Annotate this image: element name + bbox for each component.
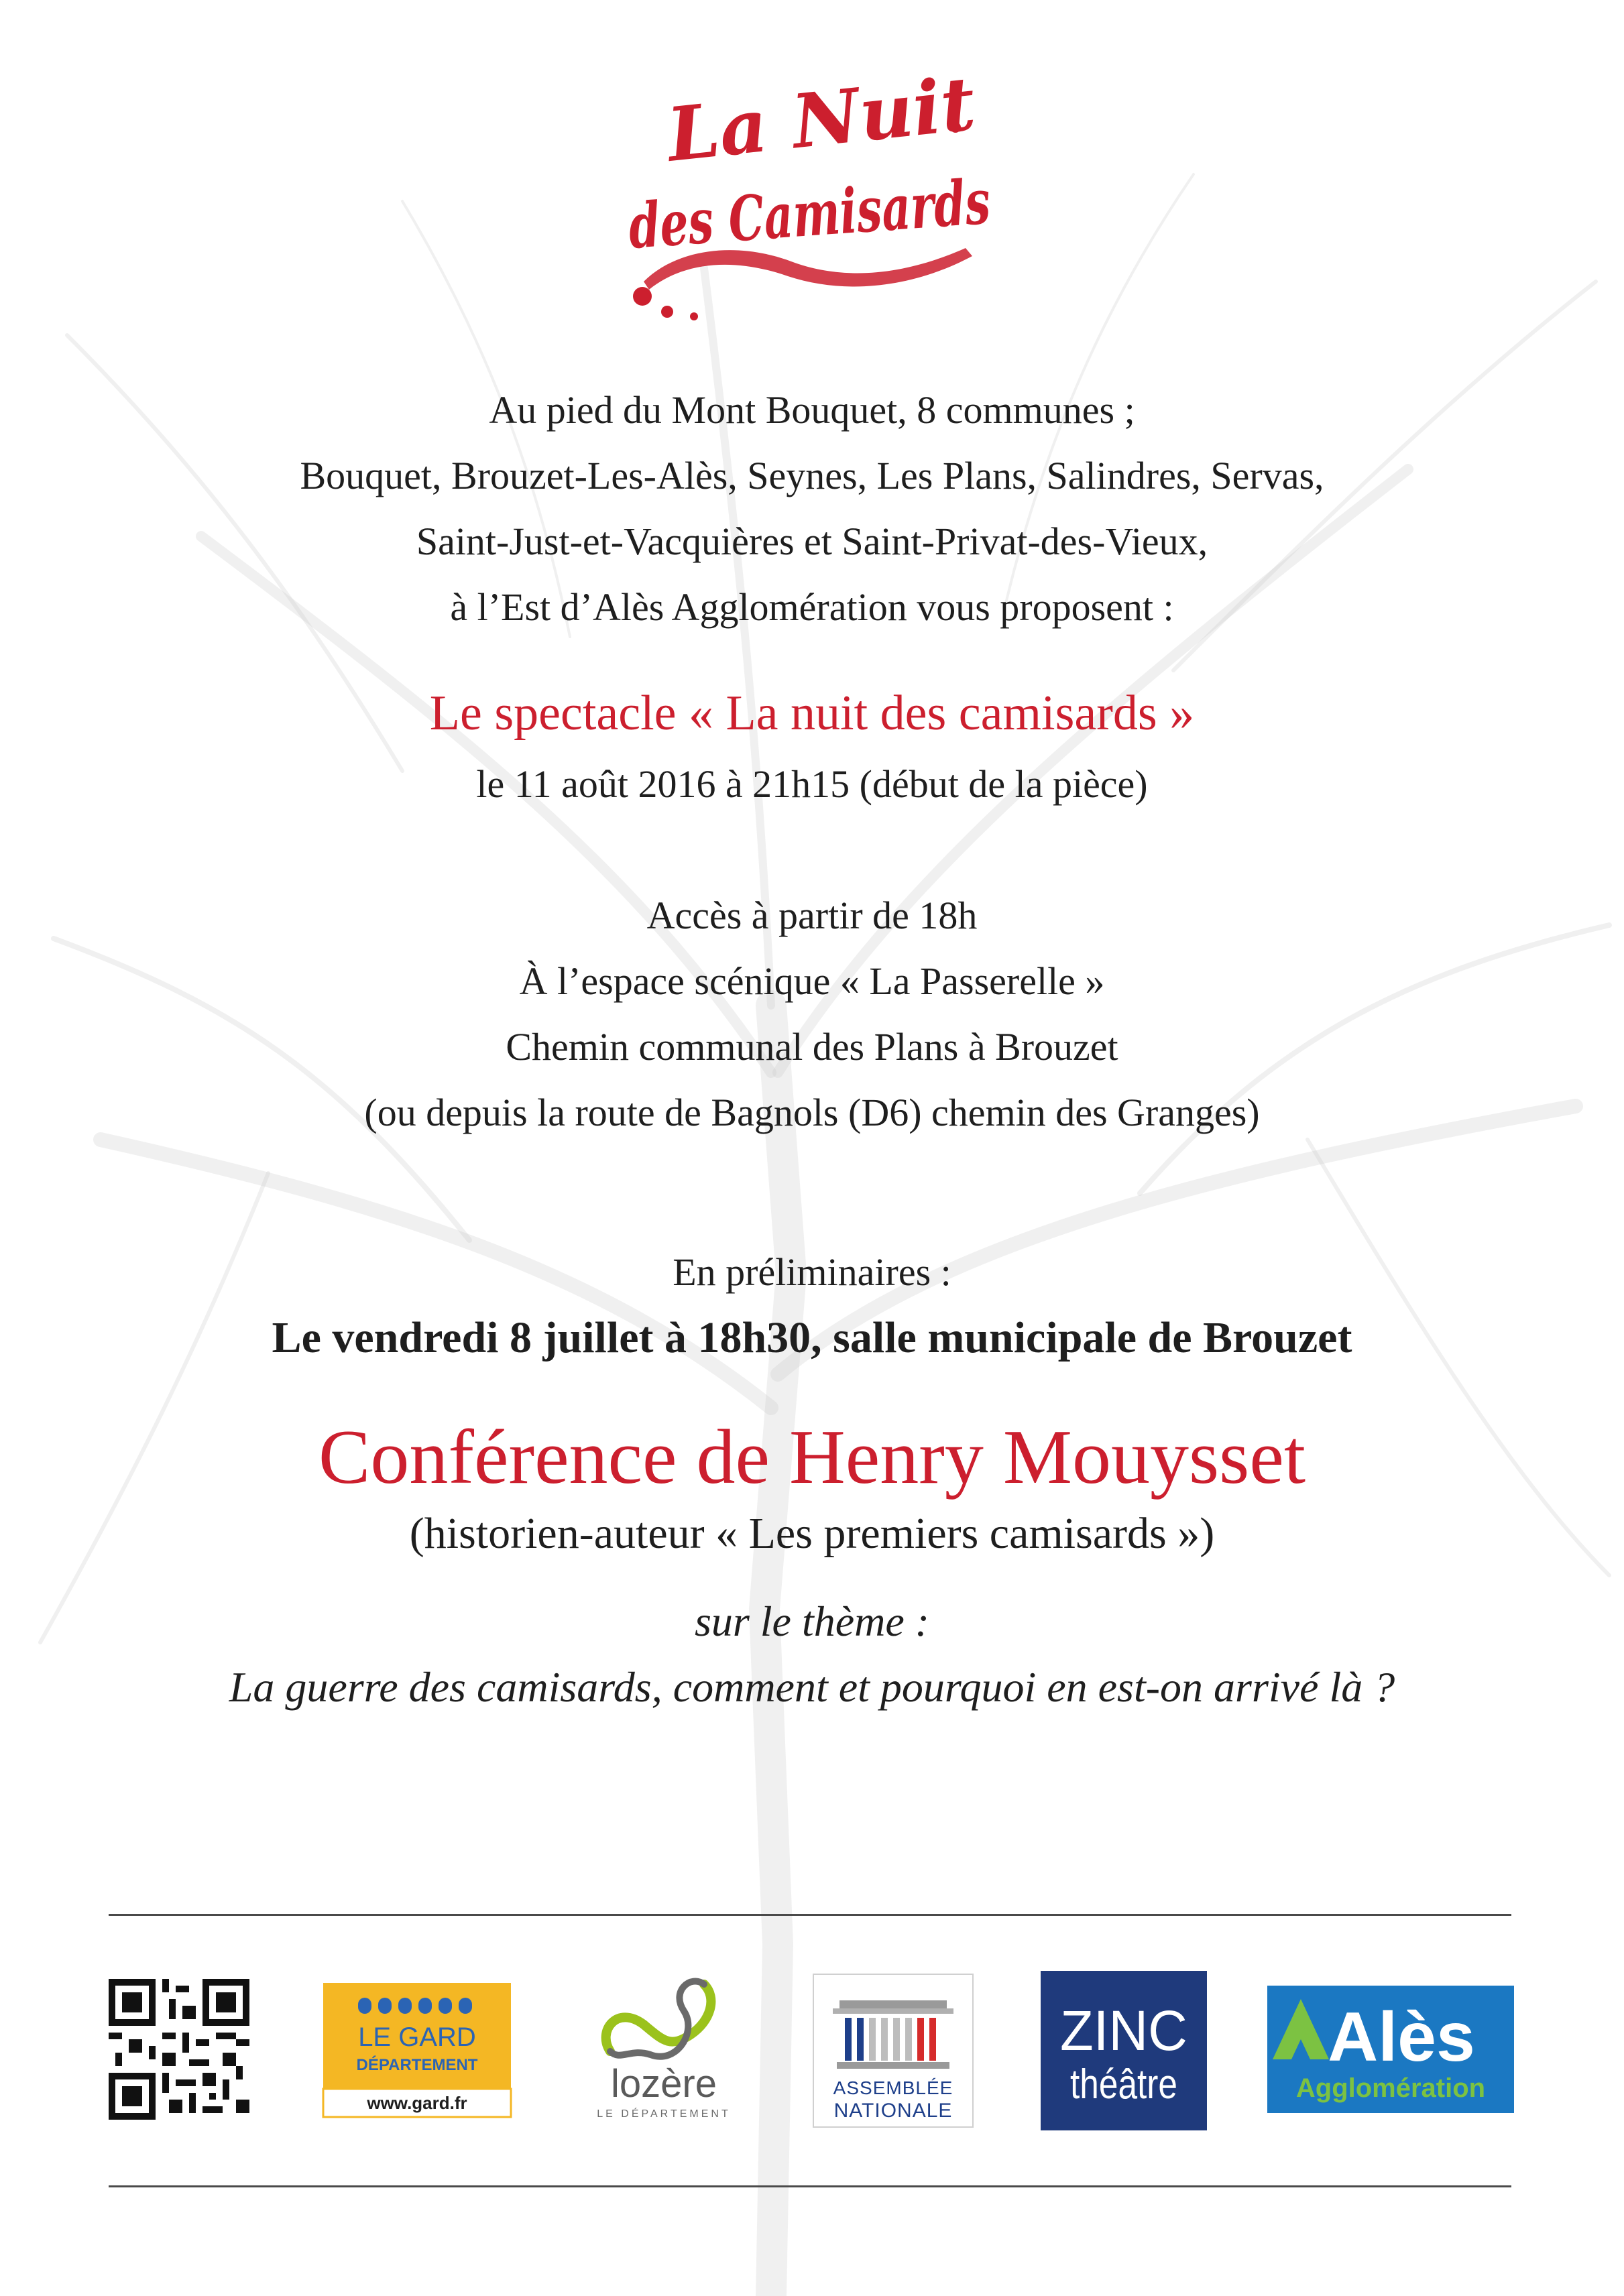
prelim-label: En préliminaires :: [673, 1250, 951, 1294]
prelim-when: Le vendredi 8 juillet à 18h30, salle municipale de Brouzet: [272, 1313, 1352, 1362]
conference-theme-label: sur le thème :: [694, 1597, 930, 1645]
show-title: Le spectacle « La nuit des camisards »: [429, 686, 1195, 741]
show-date: le 11 août 2016 à 21h15 (début de la pièce): [476, 762, 1148, 806]
access-line-4: (ou depuis la route de Bagnols (D6) chemin des Granges): [364, 1091, 1260, 1134]
lozere-name: lozère: [611, 2062, 717, 2106]
top-divider: [109, 1914, 1511, 1916]
lozere-sub: LE DÉPARTEMENT: [597, 2108, 731, 2120]
la-nuit-des-camisards-logo: [617, 60, 1132, 335]
assemblee-nationale-logo: [813, 1974, 974, 2128]
ales-name: Alès: [1328, 1998, 1475, 2076]
intro-line-1: Au pied du Mont Bouquet, 8 communes ;: [489, 388, 1135, 432]
conference-subtitle: (historien-auteur « Les premiers camisards »): [409, 1509, 1215, 1558]
ales-sub: Agglomération: [1295, 2073, 1486, 2103]
assemblee-line1: ASSEMBLÉE: [833, 2077, 953, 2098]
conference-title: Conférence de Henry Mouysset: [318, 1414, 1306, 1500]
intro-line-2: Bouquet, Brouzet-Les-Alès, Seynes, Les Plans, Salindres, Servas,: [300, 454, 1324, 497]
conference-theme: La guerre des camisards, comment et pourquoi en est-on arrivé là ?: [229, 1663, 1395, 1711]
intro-line-4: à l’Est d’Alès Agglomération vous proposent :: [450, 585, 1174, 629]
intro-line-3: Saint-Just-et-Vacquières et Saint-Privat-des-Vieux,: [416, 520, 1208, 563]
zinc-line1: ZINC: [1060, 1999, 1187, 2062]
gard-sub: DÉPARTEMENT: [356, 2056, 478, 2074]
gard-name: LE GARD: [358, 2022, 476, 2052]
zinc-line2: théâtre: [1070, 2061, 1177, 2108]
logo-text-line2: des Camisards: [626, 156, 1132, 263]
le-gard-logo: [323, 1983, 511, 2117]
access-line-1: Accès à partir de 18h: [646, 894, 978, 937]
access-line-2: À l’espace scénique « La Passerelle »: [519, 959, 1105, 1003]
ales-agglomeration-logo: [1267, 1986, 1514, 2113]
gard-url: www.gard.fr: [367, 2093, 467, 2113]
lozere-logo: [577, 1978, 751, 2125]
bottom-divider: [109, 2185, 1511, 2187]
zinc-theatre-logo: [1041, 1971, 1207, 2130]
qr-code-icon: [109, 1979, 249, 2120]
logo-text-line1: La Nuit: [663, 60, 980, 178]
assemblee-line2: NATIONALE: [833, 2100, 953, 2122]
access-line-3: Chemin communal des Plans à Brouzet: [506, 1025, 1118, 1069]
